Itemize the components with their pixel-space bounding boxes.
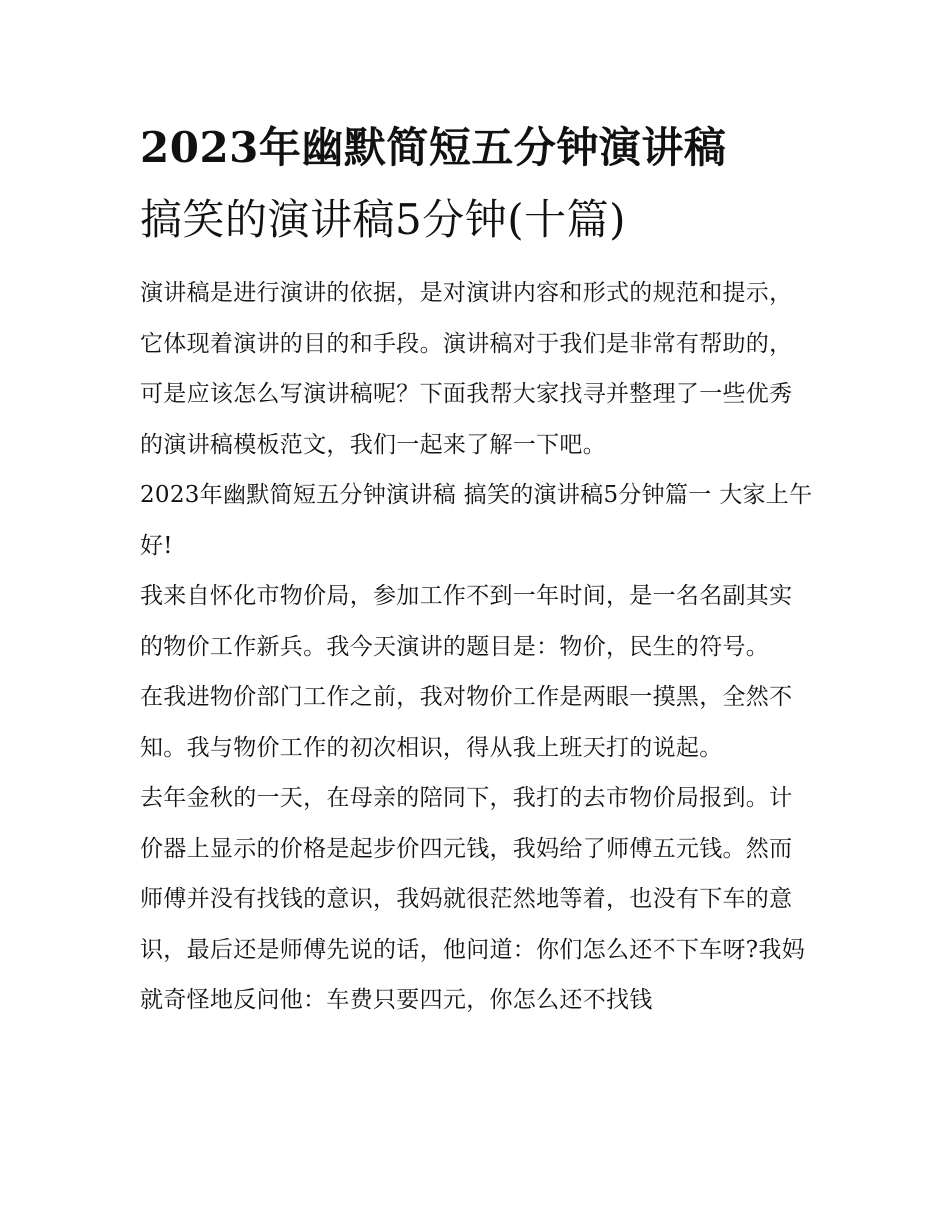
body-paragraph: 去年金秋的一天，在母亲的陪同下，我打的去市物价局报到。计价器上显示的价格是起步价四元钱，我妈给了师傅五元钱。然而师傅并没有找钱的意识，我妈就很茫然地等着，也没有下车的意识，最后还是师傅先说的话，他问道：你们怎么还不下车呀?我妈就奇怪地反问他：车费只要四元，你怎么还不找钱 <box>140 785 806 1013</box>
section-heading-paragraph: 2023年幽默简短五分钟演讲稿 搞笑的演讲稿5分钟篇一 大家上午好! <box>140 482 813 559</box>
intro-paragraph: 演讲稿是进行演讲的依据，是对演讲内容和形式的规范和提示，它体现着演讲的目的和手段。演讲稿对于我们是非常有帮助的，可是应该怎么写演讲稿呢？下面我帮大家找寻并整理了一些优秀的演讲稿模板范文，我们一起来了解一下吧。 <box>140 280 793 458</box>
title-line-1: 2023年幽默简短五分钟演讲稿 <box>140 123 727 172</box>
body-paragraph: 在我进物价部门工作之前，我对物价工作是两眼一摸黑，全然不知。我与物价工作的初次相识，得从我上班天打的说起。 <box>140 684 793 761</box>
body-paragraph: 我来自怀化市物价局，参加工作不到一年时间，是一名名副其实的物价工作新兵。我今天演讲的题目是：物价，民生的符号。 <box>140 583 793 660</box>
document-title <box>140 112 815 256</box>
document-body <box>140 112 815 1026</box>
title-line-2: 搞笑的演讲稿5分钟(十篇) <box>140 195 626 244</box>
